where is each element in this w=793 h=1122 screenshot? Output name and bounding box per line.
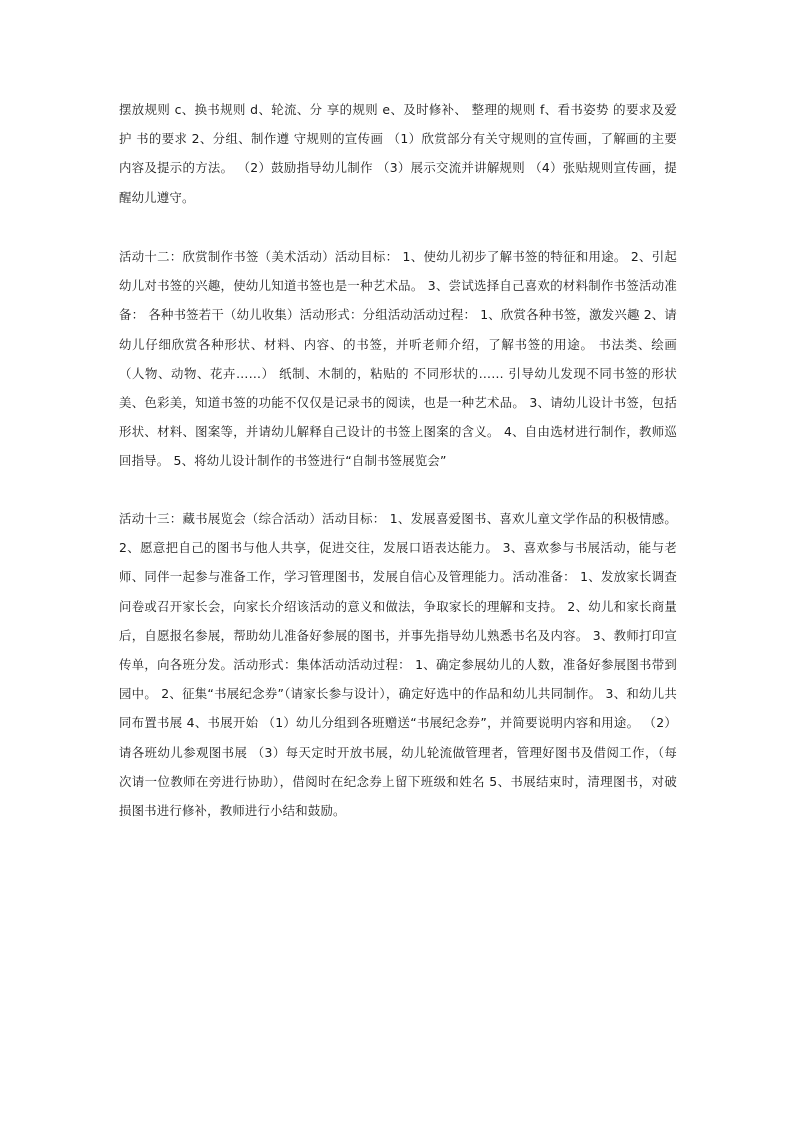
paragraph-rules-continued: 摆放规则 c、换书规则 d、轮流、分 享的规则 e、及时修补、 整理的规则 f、看书姿势 的要求及爱护 书的要求 2、分组、制作遵 守规则的宣传画 （1）欣赏部分有关守规则的宣传画，了解画的主要内容及提示的方法。 （2）鼓励指导幼儿制作 （3）展示交流并讲解规则 （4）张贴规则宣传画，提醒幼儿遵守。: [119, 102, 677, 205]
paragraph-activity-thirteen: 活动十三：藏书展览会（综合活动）活动目标： 1、发展喜爱图书、喜欢儿童文学作品的积极情感。 2、愿意把自己的图书与他人共享，促进交往，发展口语表达能力。 3、喜欢参与书展活动，能与老师、同伴一起参与准备工作，学习管理图书，发展自信心及管理能力。活动准备： 1、发放家长调查问卷或召开家长会，向家长介绍该活动的意义和做法，争取家长的理解和支持。 2、幼儿和家长商量后，自愿报名参展，帮助幼儿准备好参展的图书，并事先指导幼儿熟悉书名及内容。 3、教师打印宣传单，向各班分发。活动形式：集体活动活动过程： 1、确定参展幼儿的人数，准备好参展图书带到园中。 2、征集“书展纪念券”（请家长参与设计），确定好选中的作品和幼儿共同制作。 3、和幼儿共同布置书展 4、书展开始 （1）幼儿分组到各班赠送“书展纪念券”，并简要说明内容和用途。 （2）请各班幼儿参观图书展 （3）每天定时开放书展，幼儿轮流做管理者，管理好图书及借阅工作，（每次请一位教师在旁进行协助），借阅时在纪念券上留下班级和姓名 5、书展结束时，清理图书，对破损图书进行修补，教师进行小结和鼓励。: [119, 511, 677, 819]
paragraph-activity-twelve: 活动十二：欣赏制作书签（美术活动）活动目标： 1、使幼儿初步了解书签的特征和用途。 2、引起幼儿对书签的兴趣，使幼儿知道书签也是一种艺术品。 3、尝试选择自己喜欢的材料制作书签活动准备： 各种书签若干（幼儿收集）活动形式：分组活动活动过程： 1、欣赏各种书签，激发兴趣 2、请幼儿仔细欣赏各种形状、材料、内容、的书签，并听老师介绍，了解书签的用途。 书法类、绘画（人物、动物、花卉……） 纸制、木制的，粘贴的 不同形状的…… 引导幼儿发现不同书签的形状美、色彩美，知道书签的功能不仅仅是记录书的阅读，也是一种艺术品。 3、请幼儿设计书签，包括形状、材料、图案等，并请幼儿解释自己设计的书签上图案的含义。 4、自由选材进行制作，教师巡回指导。 5、将幼儿设计制作的书签进行“自制书签展览会”: [119, 249, 677, 469]
